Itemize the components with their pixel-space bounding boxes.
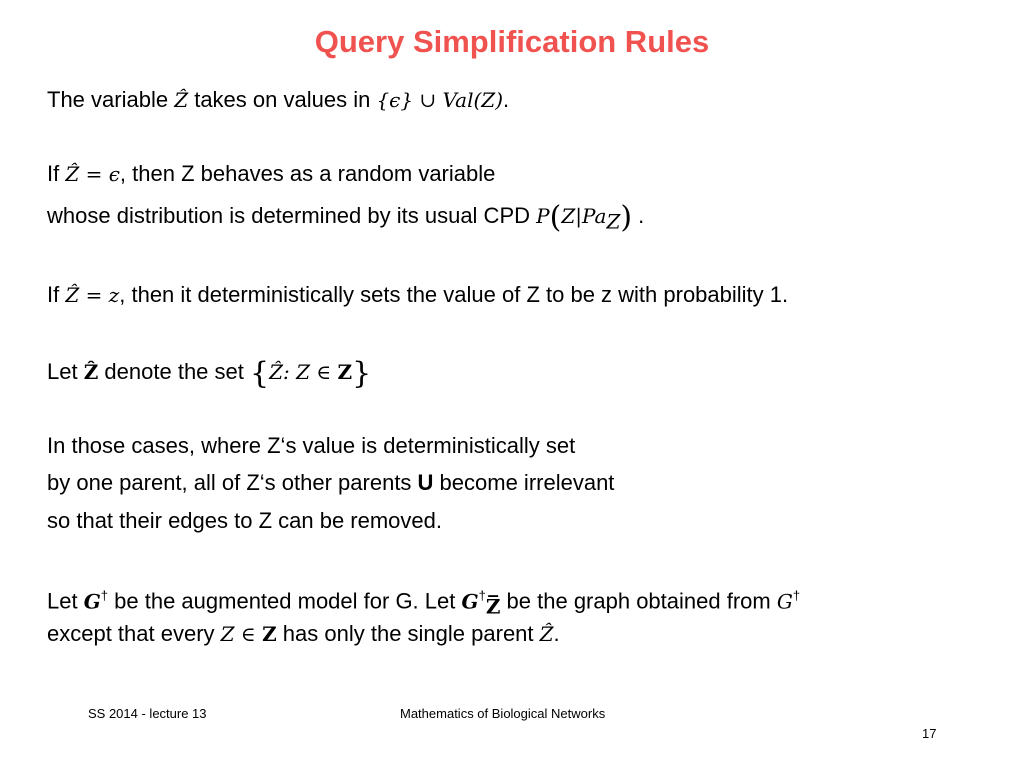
slide-title: Query Simplification Rules [314, 24, 710, 59]
paren-close: ) [620, 200, 633, 235]
text-line-7 [47, 469, 614, 497]
math: Z|Pa [561, 204, 607, 228]
math-sup: † [478, 588, 486, 603]
text-line-9 [47, 582, 800, 621]
math: Ẑ = ϵ [65, 162, 120, 186]
math: Ẑ [174, 88, 189, 112]
math: Z [262, 622, 277, 646]
math-sup: † [792, 588, 801, 603]
math: Ẑ [83, 360, 99, 384]
text-line-6: In those cases, where Z‘s value is deterministically set [47, 433, 576, 458]
math: G [461, 589, 479, 614]
text: except that every [47, 621, 221, 646]
math: Z ∈ [220, 622, 263, 646]
text: denote the set [98, 359, 250, 384]
text: Let [47, 359, 84, 384]
math: G [83, 589, 101, 614]
text: . [503, 87, 510, 112]
text: , then it deterministically sets the value of Z to be z with probability 1. [119, 282, 789, 307]
math: Ẑ [539, 622, 554, 646]
math: Ẑ = z [65, 283, 120, 307]
math-sub: Z [606, 209, 621, 234]
bold-text: U [417, 470, 434, 495]
footer-center: Mathematics of Biological Networks [400, 706, 606, 721]
text: , then Z behaves as a random variable [119, 161, 496, 186]
text-line-3 [47, 202, 644, 235]
page-number: 17 [922, 726, 937, 741]
text: takes on values in [188, 87, 377, 112]
math-sup: † [100, 588, 109, 603]
text: Let [47, 588, 84, 614]
math: G [776, 589, 793, 614]
text-line-1 [47, 86, 509, 114]
paren-open: ( [549, 200, 562, 235]
math-sub: Z̅ [485, 594, 501, 619]
text: If [47, 282, 66, 307]
brace-open: { [249, 356, 270, 391]
text-line-4 [47, 281, 788, 309]
text-line-2 [47, 160, 495, 188]
text: . [553, 621, 560, 646]
footer-left: SS 2014 - lecture 13 [88, 706, 207, 721]
text: become irrelevant [433, 470, 615, 495]
text: be the graph obtained from [500, 588, 777, 614]
text-line-5 [47, 356, 372, 391]
text: The variable [47, 87, 175, 112]
text: has only the single parent [276, 621, 540, 646]
math: {ϵ} ∪ Val(Z) [376, 88, 503, 112]
text: If [47, 161, 66, 186]
text: . [632, 203, 645, 228]
text: whose distribution is determined by its usual CPD [47, 203, 537, 228]
math: Z [337, 360, 353, 384]
text: be the augmented model for G. Let [108, 588, 462, 614]
text: by one parent, all of Z‘s other parents [47, 470, 418, 495]
math: P [536, 204, 550, 228]
text-line-8: so that their edges to Z can be removed. [47, 508, 443, 533]
math: Ẑ: Z ∈ [269, 360, 338, 384]
text-line-10 [47, 620, 560, 648]
brace-close: } [352, 356, 372, 391]
